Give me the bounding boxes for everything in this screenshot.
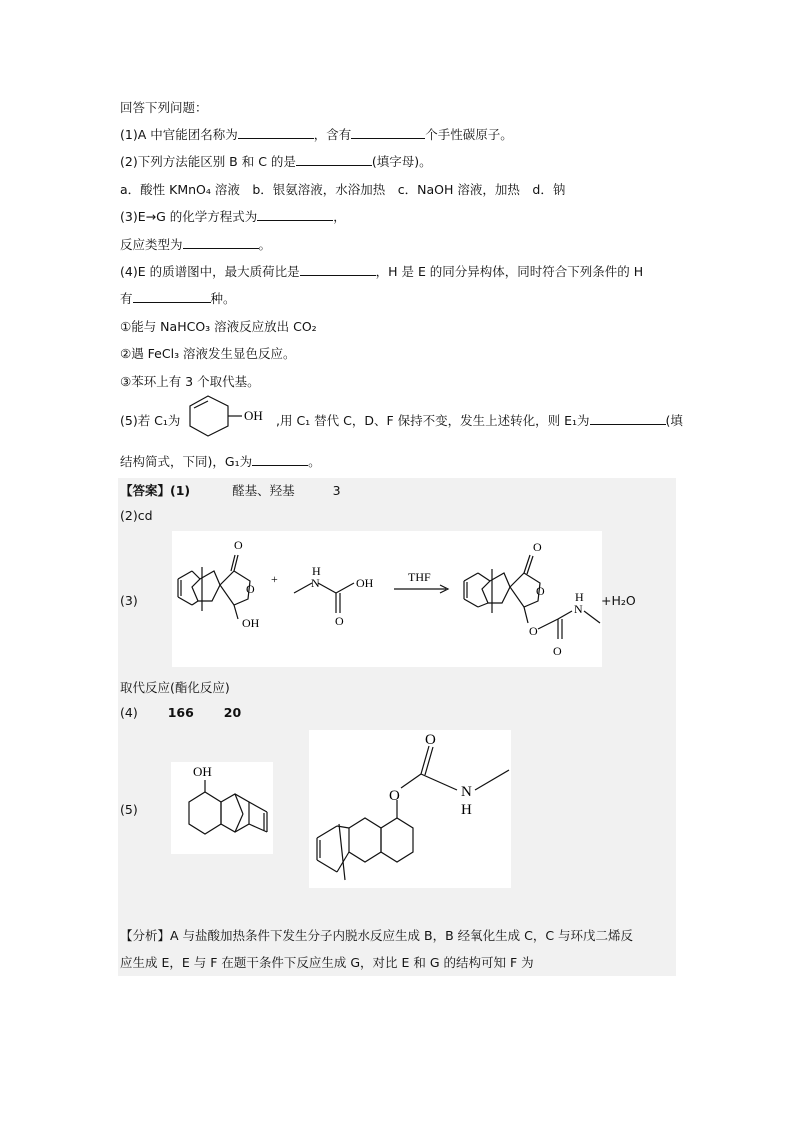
question-1: (1)A 中官能团名称为 ，含有 个手性碳原子。 [120,127,513,142]
answer-blank[interactable] [590,412,666,425]
g1-carbonyl-o: O [425,732,436,748]
answer-3-label: (3) [120,593,138,608]
answer-5-label: (5) [120,802,138,817]
answer-1: 【答案】(1) 醛基、羟基 3 [120,483,341,498]
answer-blank[interactable] [296,153,372,166]
question-3: (3)E→G 的化学方程式为 ， [120,209,346,224]
acid-oh: OH [356,576,374,590]
analysis-line-1: 【分析】A 与盐酸加热条件下发生分子内脱水反应生成 B，B 经氧化生成 C，C 与环戊二烯反 [120,928,634,943]
question-4: (4)E 的质谱图中，最大质荷比是 ，H 是 E 的同分异构体，同时符合下列条件的 H [120,264,644,279]
g1-structure [309,730,511,888]
answer-blank[interactable] [252,453,308,466]
header: 回答下列问题： [120,100,208,115]
question-5-d: 结构简式，下同)，G₁为 。 [120,454,321,469]
thf-label: THF [408,570,431,584]
question-5-a: (5)若 C₁为 [120,413,181,428]
condition-2: ②遇 FeCl₃ 溶液发生显色反应。 [120,346,296,361]
answer-blank[interactable] [133,290,211,303]
question-5-b: ,用 C₁ 替代 C，D、F 保持不变，发生上述转化，则 E₁为 (填 [276,413,683,428]
product-n: N [574,602,583,616]
condition-1: ①能与 NaHCO₃ 溶液反应放出 CO₂ [120,319,317,334]
analysis-line-2: 应生成 E，E 与 F 在题干条件下反应生成 G，对比 E 和 G 的结构可知 F 为 [120,955,534,970]
e1-oh: OH [193,764,212,779]
ring-o: O [246,582,255,596]
answer-blank[interactable] [300,263,376,276]
product-h: H [575,590,584,604]
nh-h: H [312,564,321,578]
answer-blank[interactable] [238,126,314,139]
question-3-type: 反应类型为 。 [120,237,272,252]
plus-sign: + [271,572,278,586]
question-2: (2)下列方法能区别 B 和 C 的是 (填字母)。 [120,154,432,169]
e1-structure [171,762,273,854]
g1-h: H [461,802,472,818]
product-carbonyl-o: O [533,540,542,554]
answer-3-type: 取代反应(酯化反应) [120,680,230,695]
reaction-scheme [172,531,602,667]
product-ring-o: O [536,584,545,598]
oh-label: OH [244,408,263,423]
question-4-count: 有 种。 [120,291,236,306]
answer-4: (4) 166 20 [120,705,242,720]
answer-2: (2)cd [120,508,153,523]
cyclohexenol-structure [178,392,276,446]
hydroxyl-label: OH [242,616,260,630]
nh-n: N [311,576,320,590]
answer-blank[interactable] [257,208,333,221]
g1-ester-o: O [389,788,400,804]
answer-blank[interactable] [183,236,259,249]
condition-3: ③苯环上有 3 个取代基。 [120,374,260,389]
acid-o: O [335,614,344,628]
g1-n: N [461,784,472,800]
options-line: a．酸性 KMnO₄ 溶液 b．银氨溶液，水浴加热 c．NaOH 溶液，加热 d．钠 [120,182,566,197]
product-ester-o: O [529,624,538,638]
carbonyl-o: O [234,538,243,552]
answer-blank[interactable] [351,126,425,139]
product-co-o: O [553,644,562,658]
water-term: +H₂O [601,593,636,608]
